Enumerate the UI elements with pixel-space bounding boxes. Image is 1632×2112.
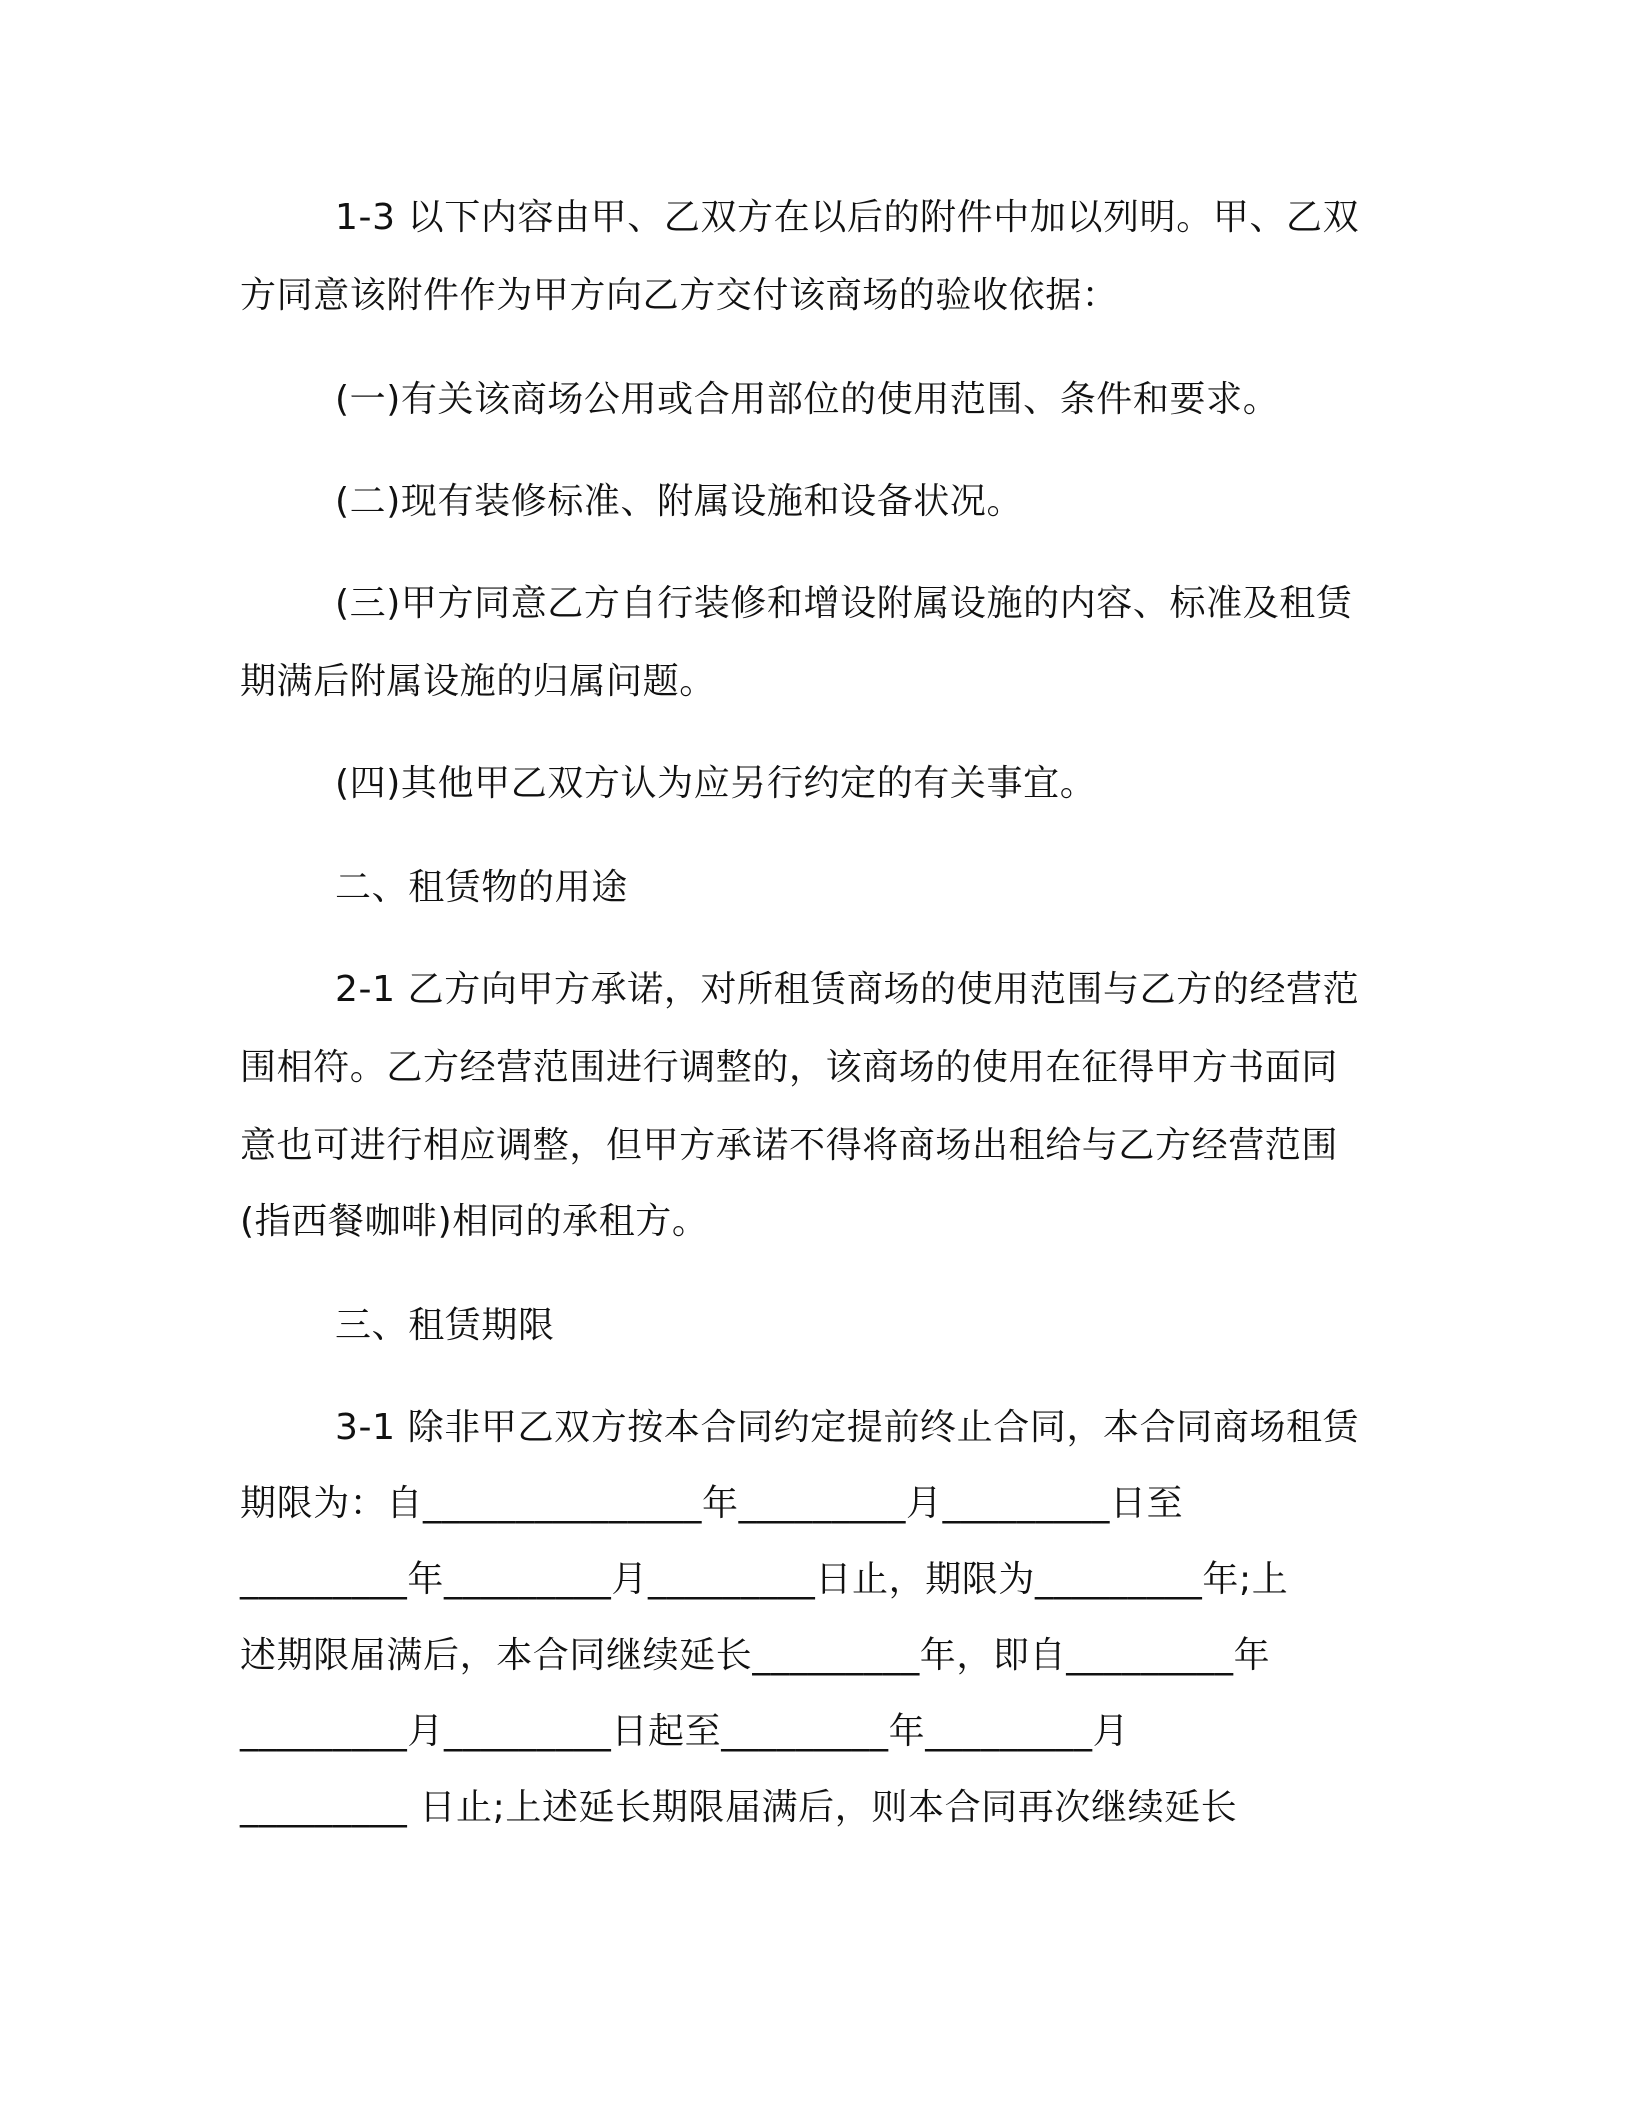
paragraph-1-3-line-2: 方同意该附件作为甲方向乙方交付该商场的验收依据： xyxy=(240,275,1119,316)
item-3-line-1: (三)甲方同意乙方自行装修和增设附属设施的内容、标准及租赁 xyxy=(335,583,1353,624)
paragraph-3-1-line-4: 述期限届满后，本合同继续延长_________年，即自_________年 xyxy=(240,1635,1271,1676)
item-3-line-2: 期满后附属设施的归属问题。 xyxy=(240,661,716,702)
paragraph-3-1-line-6: _________ 日止;上述延长期限届满后，则本合同再次继续延长 xyxy=(240,1787,1238,1828)
paragraph-3-1-line-5: _________月_________日起至_________年_________月 xyxy=(240,1711,1130,1752)
item-2-line: (二)现有装修标准、附属设施和设备状况。 xyxy=(335,481,1024,522)
paragraph-2-1-line-1: 2-1 乙方向甲方承诺，对所租赁商场的使用范围与乙方的经营范 xyxy=(335,969,1360,1010)
paragraph-3-1-line-1: 3-1 除非甲乙双方按本合同约定提前终止合同，本合同商场租赁 xyxy=(335,1407,1360,1448)
section-3-heading: 三、租赁期限 xyxy=(335,1305,555,1346)
paragraph-1-3-line-1: 1-3 以下内容由甲、乙双方在以后的附件中加以列明。甲、乙双 xyxy=(335,197,1360,238)
paragraph-2-1-line-4: (指西餐咖啡)相同的承租方。 xyxy=(240,1201,709,1242)
section-2-heading: 二、租赁物的用途 xyxy=(335,867,628,908)
paragraph-3-1-line-2: 期限为：自_______________年_________月_________日至 xyxy=(240,1483,1184,1524)
item-4-line: (四)其他甲乙双方认为应另行约定的有关事宜。 xyxy=(335,763,1097,804)
item-1-line: (一)有关该商场公用或合用部位的使用范围、条件和要求。 xyxy=(335,379,1280,420)
paragraph-2-1-line-2: 围相符。乙方经营范围进行调整的，该商场的使用在征得甲方书面同 xyxy=(240,1047,1339,1088)
paragraph-3-1-line-3: _________年_________月_________日止，期限为_________年;上 xyxy=(240,1559,1289,1600)
paragraph-2-1-line-3: 意也可进行相应调整，但甲方承诺不得将商场出租给与乙方经营范围 xyxy=(240,1125,1339,1166)
